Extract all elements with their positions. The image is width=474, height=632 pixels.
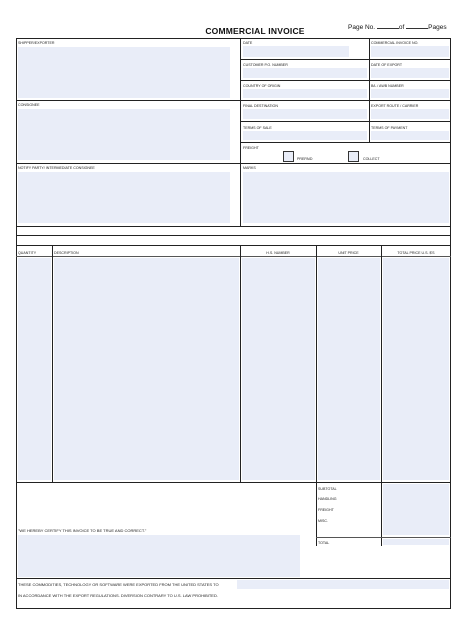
total-line <box>316 537 451 538</box>
col-divider-4 <box>381 245 382 546</box>
section-separator-top <box>16 226 451 227</box>
export-statement-line1: THESE COMMODITIES, TECHNOLOGY OR SOFTWARE WERE EXPORTED FROM THE UNITED STATES TO <box>18 582 219 587</box>
notify-party-field[interactable] <box>18 172 230 223</box>
prepaid-label: PREPAID <box>297 157 313 161</box>
of-label: of <box>398 24 405 31</box>
table-header-line <box>16 256 451 257</box>
row-line-2 <box>240 80 451 81</box>
date-field[interactable] <box>243 46 349 57</box>
total-pages-field[interactable] <box>406 22 428 29</box>
row-line-6 <box>240 163 451 164</box>
country-origin-field[interactable] <box>243 89 367 98</box>
collect-checkbox[interactable] <box>348 151 359 162</box>
row-line-1 <box>240 59 451 60</box>
misc-label: MISC. <box>318 519 328 523</box>
divider-shipper-consignee <box>16 100 240 101</box>
notify-party-label: NOTIFY PARTY/ INTERMEDIATE CONSIGNEE <box>18 166 95 170</box>
col-divider-1 <box>52 245 53 482</box>
final-destination-label: FINAL DESTINATION <box>243 104 278 108</box>
customer-po-label: CUSTOMER P.O. NUMBER <box>243 63 288 67</box>
document-title: COMMERCIAL INVOICE <box>205 26 305 36</box>
shipper-field[interactable] <box>18 47 230 98</box>
page-number-line <box>348 22 447 31</box>
totals-amount-field[interactable] <box>383 484 449 535</box>
grand-total-field[interactable] <box>383 539 449 545</box>
terms-of-payment-field[interactable] <box>371 131 449 140</box>
consignee-field[interactable] <box>18 109 230 160</box>
total-price-column-field[interactable] <box>383 258 449 480</box>
subtotal-label: SUBTOTAL <box>318 487 337 491</box>
quantity-column-field[interactable] <box>18 258 51 480</box>
country-origin-label: COUNTRY OF ORIGIN <box>243 84 281 88</box>
shipper-label: SHIPPER/EXPORTER <box>18 41 55 45</box>
description-column-field[interactable] <box>54 258 239 480</box>
header-unit-price: UNIT PRICE <box>338 251 359 255</box>
row-line-5 <box>240 142 451 143</box>
certification-text: "WE HEREBY CERTIFY THIS INVOICE TO BE TRUE AND CORRECT." <box>18 528 147 533</box>
export-section-line <box>16 578 451 579</box>
export-route-field[interactable] <box>371 109 449 119</box>
header-description: DESCRIPTION <box>54 251 79 255</box>
top-divider-vertical <box>240 38 241 226</box>
row-line-4 <box>240 121 451 122</box>
terms-of-sale-label: TERMS OF SALE <box>243 126 272 130</box>
export-route-label: EXPORT ROUTE / CARRIER <box>371 104 419 108</box>
terms-of-payment-label: TERMS OF PAYMENT <box>371 126 408 130</box>
bl-awb-label: B/L / AWB NUMBER <box>371 84 404 88</box>
col-divider-3 <box>316 245 317 546</box>
freight-label: FREIGHT <box>243 146 259 150</box>
unit-price-column-field[interactable] <box>318 258 380 480</box>
date-of-export-label: DATE OF EXPORT <box>371 63 403 67</box>
terms-of-sale-field[interactable] <box>243 131 367 140</box>
right-inner-divider <box>369 38 370 142</box>
section-separator-mid <box>16 235 451 236</box>
table-bottom-line <box>16 482 451 483</box>
header-quantity: QUANTITY <box>18 251 37 255</box>
hs-number-column-field[interactable] <box>242 258 315 480</box>
customer-po-field[interactable] <box>243 68 367 78</box>
bl-awb-field[interactable] <box>371 89 449 98</box>
total-label: TOTAL <box>318 541 330 545</box>
destination-country-field[interactable] <box>237 580 449 589</box>
handling-label: HANDLING <box>318 497 337 501</box>
consignee-label: CONSIGNEE <box>18 103 40 107</box>
marks-field[interactable] <box>243 172 449 223</box>
invoice-no-field[interactable] <box>371 46 449 57</box>
col-divider-2 <box>240 245 241 482</box>
date-of-export-field[interactable] <box>371 68 449 78</box>
prepaid-checkbox[interactable] <box>283 151 294 162</box>
pages-label: Pages <box>428 24 447 31</box>
signature-field[interactable] <box>18 535 300 577</box>
page-no-label: Page No. <box>348 24 376 31</box>
page-no-field[interactable] <box>377 22 399 29</box>
collect-label: COLLECT <box>363 157 380 161</box>
divider-consignee-notify <box>16 163 240 164</box>
date-label: DATE <box>243 41 253 45</box>
export-statement-line2: IN ACCORDANCE WITH THE EXPORT REGULATIONS. DIVERSION CONTRARY TO U.S. LAW PROHIBITED. <box>18 593 218 598</box>
header-hs-number: H.S. NUMBER <box>266 251 290 255</box>
marks-label: MARKS <box>243 166 256 170</box>
invoice-no-label: COMMERCIAL INVOICE NO. <box>371 41 419 45</box>
final-destination-field[interactable] <box>243 109 367 119</box>
header-total-price: TOTAL PRICE U.S. $'S <box>397 251 435 255</box>
freight-total-label: FREIGHT <box>318 508 334 512</box>
section-separator-bottom <box>16 245 451 246</box>
row-line-3 <box>240 100 451 101</box>
